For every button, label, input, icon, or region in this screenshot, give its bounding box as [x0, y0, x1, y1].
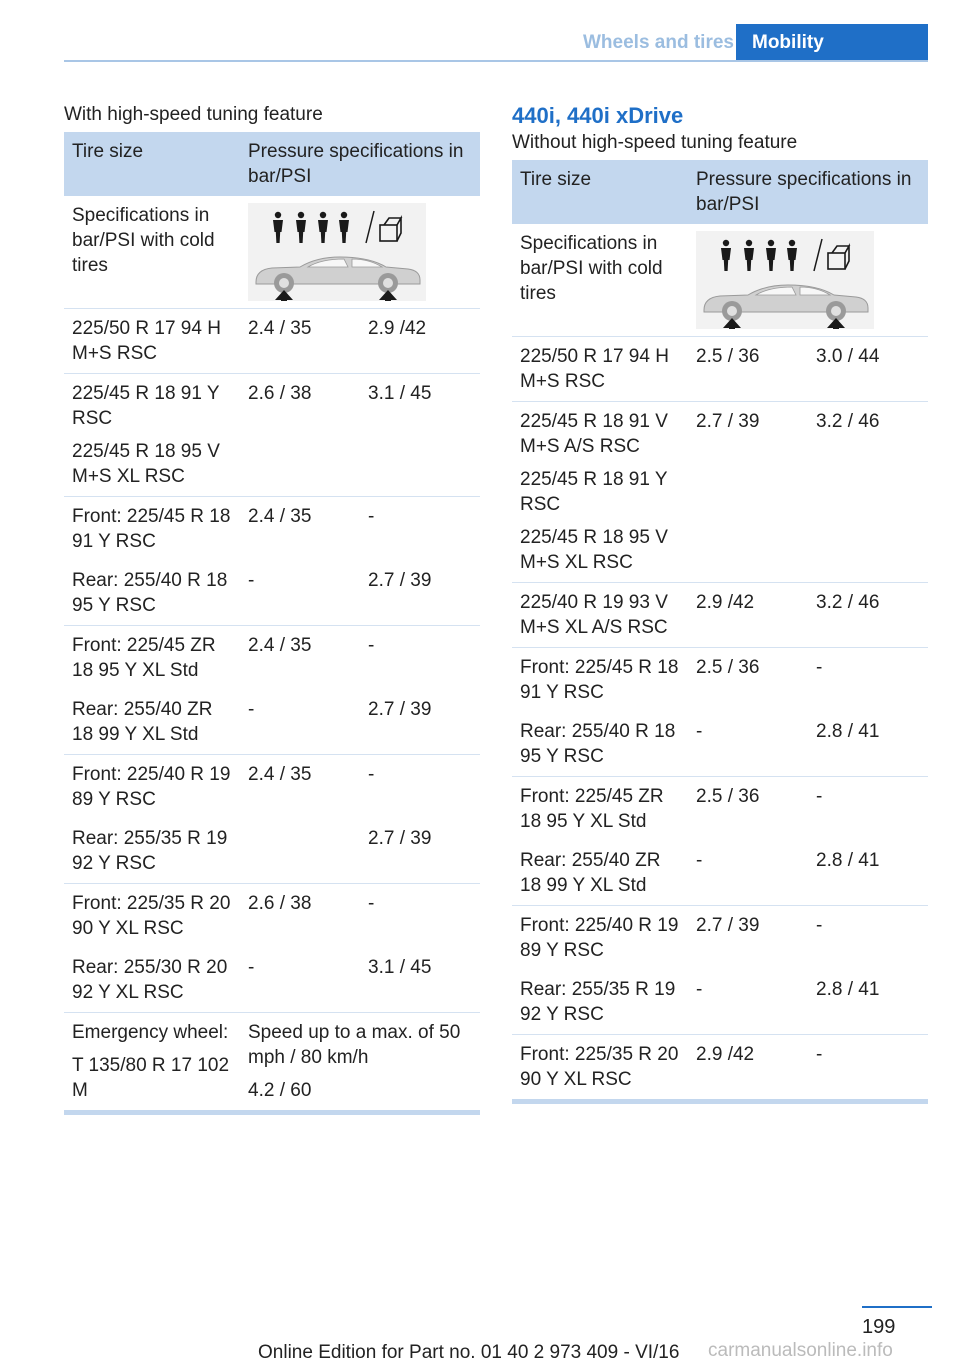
- pressure-full-load: -: [368, 506, 375, 527]
- emergency-wheel-row: [64, 1013, 480, 1113]
- car-side-icon: [256, 257, 420, 293]
- tire-size: 225/40 R 19 93 V M+S XL A/S RSC: [520, 592, 668, 638]
- tire-size-cell: [64, 755, 240, 820]
- pressure-full-load: 3.2 / 46: [808, 583, 928, 648]
- pressure-normal-load: [240, 819, 360, 884]
- person-icon: [339, 212, 349, 243]
- tire-size: 225/45 R 18 91 V M+S A/S RSC: [520, 411, 668, 457]
- page-number-rule: [862, 1306, 932, 1308]
- emergency-label: Emergency wheel:: [72, 1022, 229, 1043]
- table-row: [64, 690, 480, 755]
- tire-size-cell: [64, 497, 240, 562]
- table-header-row: [512, 160, 928, 224]
- section-title: 440i, 440i xDrive: [512, 103, 684, 128]
- watermark: carmanualsonline.info: [708, 1340, 893, 1361]
- tire-size-cell: [64, 309, 240, 374]
- pressure-full-load: 3.1 / 45: [360, 948, 480, 1013]
- tire-size-cell: [512, 970, 688, 1035]
- table-row: [512, 1035, 928, 1102]
- tire-size-cell: [512, 402, 688, 583]
- tire-size-cell: [64, 626, 240, 691]
- load-diagram: [248, 203, 426, 301]
- table-row: [512, 712, 928, 777]
- tire-size-cell: [64, 561, 240, 626]
- pressure-normal-load: 2.7 / 39: [696, 915, 760, 936]
- tire-size: 225/45 R 18 91 Y RSC: [520, 469, 668, 515]
- pressure-normal-load: -: [688, 712, 808, 777]
- pressure-normal-load: -: [240, 561, 360, 626]
- table-row: [512, 906, 928, 971]
- table-row: [64, 497, 480, 562]
- tire-size: Rear: 255/40 ZR 18 99 Y XL Std: [72, 699, 213, 745]
- tire-size: Rear: 255/35 R 19 92 Y RSC: [72, 828, 228, 874]
- pressure-normal-load: 2.6 / 38: [240, 374, 360, 497]
- table-row: [512, 648, 928, 713]
- tire-size-cell: [64, 948, 240, 1013]
- tire-size: 225/50 R 17 94 H M+S RSC: [520, 346, 669, 392]
- tire-size: Rear: 255/40 R 18 95 Y RSC: [520, 721, 676, 767]
- header-pressure: Pressure specifications in bar/PSI: [240, 132, 480, 196]
- pressure-normal-load: 2.4 / 35: [248, 635, 312, 656]
- pressure-normal-load: -: [688, 841, 808, 906]
- car-side-icon: [704, 285, 868, 321]
- pressure-full-load: -: [816, 915, 823, 936]
- left-pressure-table: [64, 132, 480, 1115]
- table-row: [64, 884, 480, 949]
- pressure-full-load: -: [368, 893, 375, 914]
- pressure-full-load: 2.8 / 41: [808, 712, 928, 777]
- online-edition: Online Edition for Part no. 01 40 2 973 409 - VI/16: [258, 1342, 680, 1363]
- person-icon: [766, 240, 776, 271]
- table-row: [64, 309, 480, 374]
- arrow-up-icon: [275, 290, 293, 301]
- right-column: [512, 102, 928, 1104]
- table-row: [512, 402, 928, 583]
- table-row: [512, 337, 928, 402]
- page-number: 199: [862, 1316, 896, 1338]
- pressure-full-load: -: [368, 764, 375, 785]
- tire-size: 225/45 R 18 91 Y RSC: [72, 383, 220, 429]
- table-row: [512, 583, 928, 648]
- table-header-row: [64, 132, 480, 196]
- table-row: [64, 626, 480, 691]
- emergency-pressure: 4.2 / 60: [248, 1080, 312, 1101]
- person-icon: [273, 212, 283, 243]
- pressure-normal-load: -: [240, 690, 360, 755]
- right-caption: Without high-speed tuning feature: [512, 132, 798, 153]
- spec-label: Specifications in bar/PSI with cold tires: [512, 224, 688, 337]
- pressure-normal-load: 2.7 / 39: [688, 402, 808, 583]
- tire-size-cell: [512, 337, 688, 402]
- pressure-full-load: -: [816, 657, 823, 678]
- tire-size-cell: [512, 712, 688, 777]
- tire-size: 225/45 R 18 95 V M+S XL RSC: [72, 441, 220, 487]
- pressure-full-load: 2.8 / 41: [808, 841, 928, 906]
- pressure-normal-load: 2.9 /42: [688, 1035, 808, 1102]
- luggage-icon: [380, 218, 401, 241]
- pressure-full-load: 3.0 / 44: [808, 337, 928, 402]
- emergency-speed: Speed up to a max. of 50 mph / 80 km/h: [248, 1022, 461, 1068]
- pressure-normal-load: 2.4 / 35: [248, 506, 312, 527]
- pressure-full-load: 3.1 / 45: [360, 374, 480, 497]
- tire-size-cell: [512, 906, 688, 971]
- load-diagram-cell: [688, 224, 928, 337]
- pressure-full-load: 2.7 / 39: [360, 819, 480, 884]
- tire-size-cell: [64, 690, 240, 755]
- tire-size-cell: [512, 1035, 688, 1102]
- spec-row: [64, 196, 480, 309]
- tire-size-cell: [64, 819, 240, 884]
- person-icon: [721, 240, 731, 271]
- pressure-normal-load: 2.4 / 35: [248, 764, 312, 785]
- table-row: [64, 819, 480, 884]
- header-tab-wheels-tires[interactable]: Wheels and tires: [583, 32, 734, 53]
- tire-size: Front: 225/35 R 20 90 Y XL RSC: [72, 893, 231, 939]
- right-pressure-table: [512, 160, 928, 1104]
- table-row: [512, 970, 928, 1035]
- tire-size-cell: [512, 841, 688, 906]
- arrow-up-icon: [723, 318, 741, 329]
- tire-size: Rear: 255/35 R 19 92 Y RSC: [520, 979, 676, 1025]
- pressure-normal-load: -: [240, 948, 360, 1013]
- pressure-full-load: 3.2 / 46: [808, 402, 928, 583]
- tire-size: Front: 225/40 R 19 89 Y RSC: [520, 915, 679, 961]
- pressure-full-load: -: [816, 786, 823, 807]
- tire-size: Front: 225/45 ZR 18 95 Y XL Std: [520, 786, 664, 832]
- pressure-normal-load: -: [688, 970, 808, 1035]
- pressure-full-load: 2.7 / 39: [360, 690, 480, 755]
- left-column: [64, 102, 480, 1115]
- table-row: [512, 841, 928, 906]
- header-tire-size: Tire size: [512, 160, 688, 224]
- tire-size: Rear: 255/30 R 20 92 Y XL RSC: [72, 957, 228, 1003]
- pressure-full-load: 2.7 / 39: [360, 561, 480, 626]
- tire-size: Rear: 255/40 ZR 18 99 Y XL Std: [520, 850, 661, 896]
- tire-size: Front: 225/35 R 20 90 Y XL RSC: [520, 1044, 679, 1090]
- tire-size-cell: [512, 648, 688, 713]
- person-icon: [318, 212, 328, 243]
- emergency-tire-cell: [64, 1013, 240, 1113]
- emergency-tire: T 135/80 R 17 102 M: [72, 1055, 230, 1101]
- arrow-up-icon: [827, 318, 845, 329]
- left-caption: With high-speed tuning feature: [64, 104, 323, 125]
- person-icon: [296, 212, 306, 243]
- pressure-normal-load: 2.5 / 36: [696, 786, 760, 807]
- table-row: [512, 777, 928, 842]
- emergency-info-cell: [240, 1013, 480, 1113]
- header-tab-mobility[interactable]: Mobility: [736, 24, 928, 61]
- pressure-normal-load: 2.5 / 36: [688, 337, 808, 402]
- tire-size: 225/50 R 17 94 H M+S RSC: [72, 318, 221, 364]
- arrow-up-icon: [379, 290, 397, 301]
- luggage-icon: [828, 246, 849, 269]
- table-row: [64, 948, 480, 1013]
- load-diagram: [696, 231, 874, 329]
- pressure-full-load: 2.9 /42: [360, 309, 480, 374]
- tire-size-cell: [512, 583, 688, 648]
- load-diagram-cell: [240, 196, 480, 309]
- pressure-normal-load: 2.9 /42: [688, 583, 808, 648]
- pressure-full-load: -: [808, 1035, 928, 1102]
- pressure-normal-load: 2.5 / 36: [696, 657, 760, 678]
- spec-label: Specifications in bar/PSI with cold tires: [64, 196, 240, 309]
- tire-size: Front: 225/40 R 19 89 Y RSC: [72, 764, 231, 810]
- tire-size-cell: [64, 884, 240, 949]
- spec-row: [512, 224, 928, 337]
- tire-size-cell: [64, 374, 240, 497]
- tire-size: Front: 225/45 R 18 91 Y RSC: [72, 506, 231, 552]
- header-pressure: Pressure specifications in bar/PSI: [688, 160, 928, 224]
- person-icon: [787, 240, 797, 271]
- table-row: [64, 561, 480, 626]
- header-rule: [64, 60, 928, 62]
- pressure-full-load: -: [368, 635, 375, 656]
- pressure-normal-load: 2.4 / 35: [240, 309, 360, 374]
- person-icon: [744, 240, 754, 271]
- pressure-full-load: 2.8 / 41: [808, 970, 928, 1035]
- tire-size: Front: 225/45 R 18 91 Y RSC: [520, 657, 679, 703]
- tire-size: Front: 225/45 ZR 18 95 Y XL Std: [72, 635, 216, 681]
- tire-size: 225/45 R 18 95 V M+S XL RSC: [520, 527, 668, 573]
- pressure-normal-load: 2.6 / 38: [248, 893, 312, 914]
- table-row: [64, 755, 480, 820]
- table-row: [64, 374, 480, 497]
- tire-size-cell: [512, 777, 688, 842]
- header-tire-size: Tire size: [64, 132, 240, 196]
- tire-size: Rear: 255/40 R 18 95 Y RSC: [72, 570, 228, 616]
